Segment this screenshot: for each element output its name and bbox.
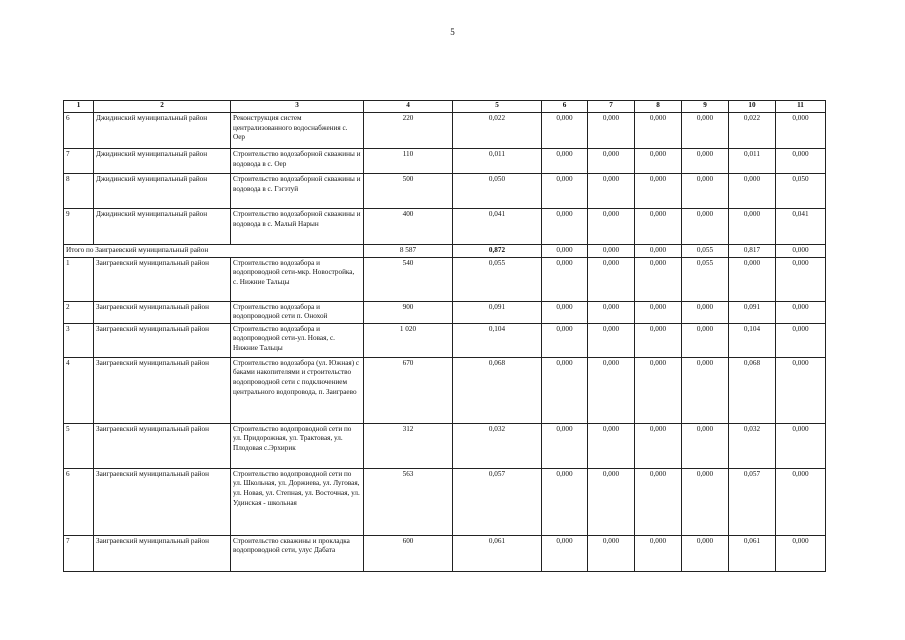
value-cell: 0,817 [729, 245, 776, 258]
value-cell: 0,068 [729, 357, 776, 423]
value-cell: 0,000 [776, 423, 826, 468]
value-cell: 0,000 [588, 257, 635, 301]
page-number: 5 [450, 27, 455, 37]
district-cell: Джидинский муниципальный район [94, 113, 231, 149]
value-cell: 0,000 [729, 174, 776, 209]
table-row [64, 209, 826, 245]
value-cell: 0,011 [729, 149, 776, 174]
value-cell: 0,061 [729, 535, 776, 571]
project-cell: Строительство водозабора и водопроводной сети-мкр. Новостройка, с. Нижние Тальцы [231, 257, 364, 301]
value-cell: 563 [364, 468, 453, 535]
row-number: 9 [64, 209, 94, 245]
column-header: 1 [64, 101, 94, 113]
value-cell: 0,000 [682, 174, 729, 209]
value-cell: 0,000 [588, 535, 635, 571]
row-number: 1 [64, 257, 94, 301]
value-cell: 0,000 [542, 113, 588, 149]
value-cell: 0,000 [682, 149, 729, 174]
value-cell: 0,050 [776, 174, 826, 209]
value-cell: 670 [364, 357, 453, 423]
value-cell: 0,000 [588, 301, 635, 323]
project-cell: Строительство водозабора (ул. Южная) с баками накопителями и строительство водопроводной сети с подключением центрального водопровода, п. Заиграево [231, 357, 364, 423]
value-cell: 600 [364, 535, 453, 571]
value-cell: 0,000 [588, 174, 635, 209]
value-cell: 1 020 [364, 323, 453, 357]
value-cell: 0,000 [635, 468, 682, 535]
value-cell: 0,061 [453, 535, 542, 571]
value-cell: 0,000 [682, 423, 729, 468]
column-header: 4 [364, 101, 453, 113]
value-cell: 0,000 [542, 423, 588, 468]
value-cell: 0,000 [682, 301, 729, 323]
column-header: 3 [231, 101, 364, 113]
value-cell: 0,000 [588, 245, 635, 258]
value-cell: 900 [364, 301, 453, 323]
project-cell: Строительство водозаборной скважины и водовода в с. Гэгэтуй [231, 174, 364, 209]
value-cell: 0,000 [682, 209, 729, 245]
value-cell: 0,000 [588, 323, 635, 357]
value-cell: 0,000 [588, 209, 635, 245]
value-cell: 0,000 [682, 323, 729, 357]
table-row [64, 357, 826, 423]
column-header: 7 [588, 101, 635, 113]
investment-table [63, 100, 826, 572]
row-number: 4 [64, 357, 94, 423]
value-cell: 0,000 [635, 301, 682, 323]
project-cell: Строительство водопроводной сети по ул. Школьная, ул. Доржиева, ул. Луговая, ул. Новая, ул. Степная, ул. Восточная, ул. Удинская - школьная [231, 468, 364, 535]
value-cell: 0,032 [729, 423, 776, 468]
value-cell: 0,000 [776, 113, 826, 149]
project-cell: Реконструкция систем централизованного водоснабжения с. Оер [231, 113, 364, 149]
value-cell: 220 [364, 113, 453, 149]
district-cell: Заиграевский муниципальный район [94, 423, 231, 468]
value-cell: 0,022 [453, 113, 542, 149]
row-number: 6 [64, 113, 94, 149]
district-cell: Джидинский муниципальный район [94, 149, 231, 174]
value-cell: 0,055 [682, 257, 729, 301]
value-cell: 0,000 [776, 535, 826, 571]
value-cell: 0,000 [542, 535, 588, 571]
district-cell: Джидинский муниципальный район [94, 174, 231, 209]
value-cell: 400 [364, 209, 453, 245]
value-cell: 0,000 [776, 245, 826, 258]
row-number: 7 [64, 149, 94, 174]
district-cell: Джидинский муниципальный район [94, 209, 231, 245]
value-cell: 0,000 [635, 323, 682, 357]
column-header: 8 [635, 101, 682, 113]
project-cell: Строительство водозабора и водопроводной сети-ул. Новая, с. Нижние Тальцы [231, 323, 364, 357]
value-cell: 0,057 [453, 468, 542, 535]
value-cell: 0,000 [635, 423, 682, 468]
value-cell: 0,000 [542, 323, 588, 357]
value-cell: 0,000 [776, 149, 826, 174]
value-cell: 0,041 [453, 209, 542, 245]
value-cell: 0,000 [682, 113, 729, 149]
value-cell: 0,000 [635, 257, 682, 301]
value-cell: 0,000 [542, 301, 588, 323]
table-row [64, 323, 826, 357]
value-cell: 0,000 [542, 209, 588, 245]
value-cell: 0,000 [635, 149, 682, 174]
table-row [64, 174, 826, 209]
column-header: 9 [682, 101, 729, 113]
table-row [64, 468, 826, 535]
value-cell: 0,872 [453, 245, 542, 258]
value-cell: 0,104 [729, 323, 776, 357]
value-cell: 110 [364, 149, 453, 174]
column-header: 5 [453, 101, 542, 113]
project-cell: Строительство водозаборной скважины и водовода в с. Малый Нарын [231, 209, 364, 245]
value-cell: 0,000 [588, 357, 635, 423]
value-cell: 0,055 [453, 257, 542, 301]
value-cell: 0,000 [588, 423, 635, 468]
value-cell: 0,000 [682, 468, 729, 535]
table-row [64, 149, 826, 174]
value-cell: 0,000 [588, 468, 635, 535]
row-number: 3 [64, 323, 94, 357]
row-number: 2 [64, 301, 94, 323]
column-header: 11 [776, 101, 826, 113]
value-cell: 0,055 [682, 245, 729, 258]
value-cell: 0,057 [729, 468, 776, 535]
project-cell: Строительство водозабора и водопроводной сети п. Онохой [231, 301, 364, 323]
total-row [64, 245, 826, 258]
value-cell: 0,000 [682, 357, 729, 423]
value-cell: 0,000 [776, 357, 826, 423]
project-cell: Строительство скважины и прокладка водопроводной сети, улус Дабата [231, 535, 364, 571]
value-cell: 0,000 [635, 535, 682, 571]
header-row [64, 101, 826, 113]
value-cell: 0,000 [635, 113, 682, 149]
value-cell: 0,000 [542, 149, 588, 174]
row-number: 5 [64, 423, 94, 468]
total-label: Итого по Заиграевский муниципальный район [64, 245, 364, 258]
value-cell: 0,050 [453, 174, 542, 209]
table-row [64, 301, 826, 323]
district-cell: Заиграевский муниципальный район [94, 323, 231, 357]
value-cell: 0,091 [453, 301, 542, 323]
value-cell: 0,022 [729, 113, 776, 149]
value-cell: 0,000 [776, 323, 826, 357]
table-row [64, 423, 826, 468]
row-number: 8 [64, 174, 94, 209]
value-cell: 0,041 [776, 209, 826, 245]
value-cell: 0,000 [588, 149, 635, 174]
value-cell: 0,000 [776, 257, 826, 301]
value-cell: 0,000 [635, 174, 682, 209]
column-header: 2 [94, 101, 231, 113]
value-cell: 0,000 [542, 357, 588, 423]
value-cell: 0,104 [453, 323, 542, 357]
value-cell: 0,000 [635, 209, 682, 245]
value-cell: 0,000 [635, 357, 682, 423]
table-row [64, 113, 826, 149]
value-cell: 0,000 [542, 468, 588, 535]
district-cell: Заиграевский муниципальный район [94, 301, 231, 323]
district-cell: Заиграевский муниципальный район [94, 535, 231, 571]
value-cell: 0,000 [729, 209, 776, 245]
value-cell: 0,091 [729, 301, 776, 323]
value-cell: 8 587 [364, 245, 453, 258]
value-cell: 0,000 [588, 113, 635, 149]
value-cell: 0,032 [453, 423, 542, 468]
value-cell: 312 [364, 423, 453, 468]
project-cell: Строительство водозаборной скважины и водовода в с. Оер [231, 149, 364, 174]
table-row [64, 535, 826, 571]
row-number: 6 [64, 468, 94, 535]
column-header: 6 [542, 101, 588, 113]
project-cell: Строительство водопроводной сети по ул. Придорожная, ул. Трактовая, ул. Плодовая с.Эрхирик [231, 423, 364, 468]
value-cell: 0,000 [776, 301, 826, 323]
district-cell: Заиграевский муниципальный район [94, 257, 231, 301]
district-cell: Заиграевский муниципальный район [94, 357, 231, 423]
value-cell: 0,000 [542, 245, 588, 258]
value-cell: 0,000 [776, 468, 826, 535]
value-cell: 0,000 [542, 174, 588, 209]
value-cell: 0,000 [682, 535, 729, 571]
value-cell: 0,000 [635, 245, 682, 258]
district-cell: Заиграевский муниципальный район [94, 468, 231, 535]
value-cell: 0,011 [453, 149, 542, 174]
value-cell: 0,000 [729, 257, 776, 301]
value-cell: 0,068 [453, 357, 542, 423]
value-cell: 0,000 [542, 257, 588, 301]
row-number: 7 [64, 535, 94, 571]
table-row [64, 257, 826, 301]
column-header: 10 [729, 101, 776, 113]
value-cell: 540 [364, 257, 453, 301]
value-cell: 500 [364, 174, 453, 209]
